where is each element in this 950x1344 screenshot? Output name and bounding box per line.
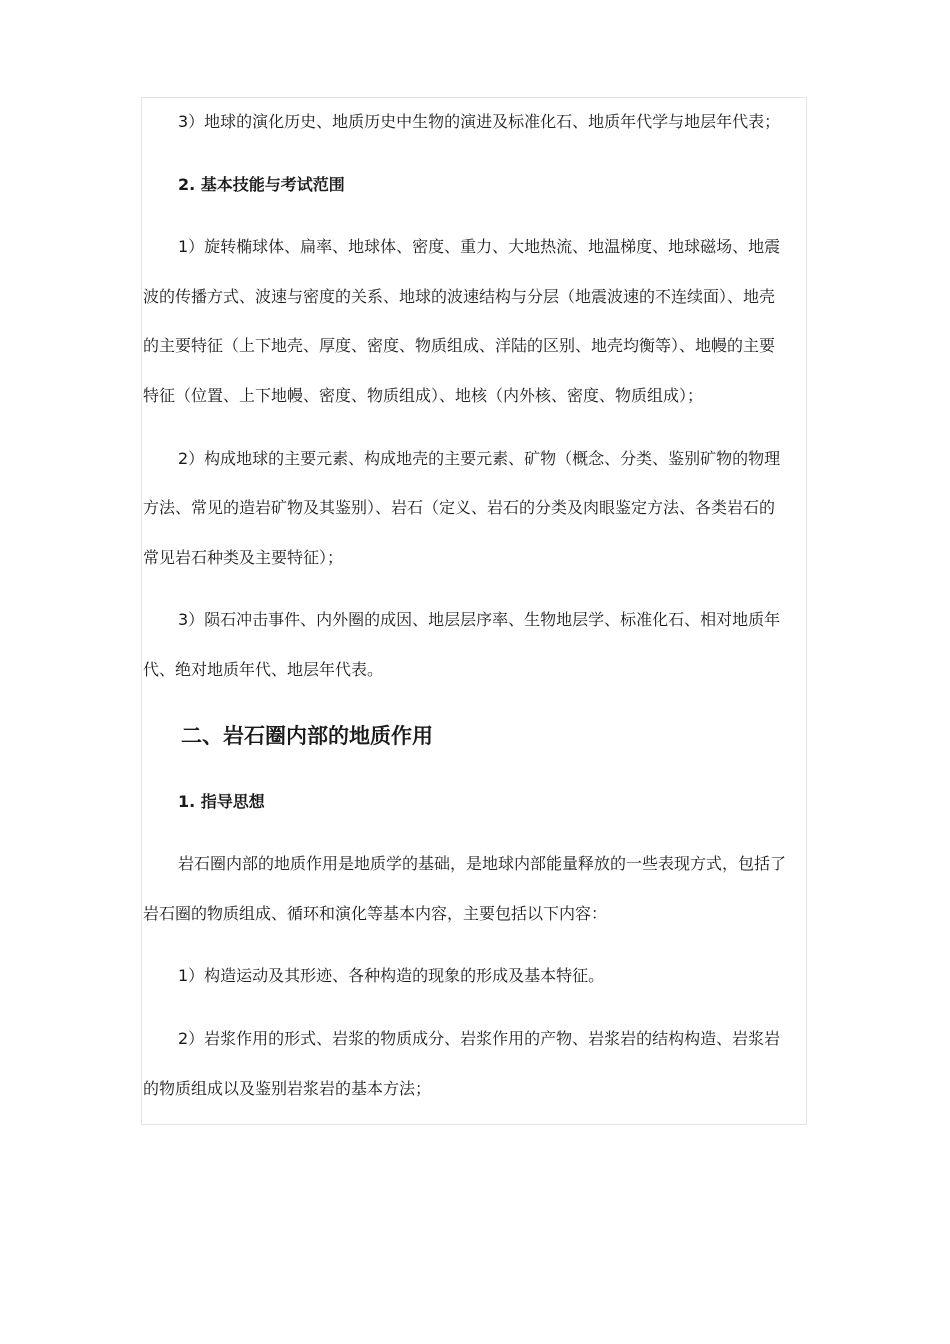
text-line: 1）构造运动及其形迹、各种构造的现象的形成及基本特征。 [178,966,605,986]
text-line: 2）岩浆作用的形式、岩浆的物质成分、岩浆作用的产物、岩浆岩的结构构造、岩浆岩 [178,1028,781,1048]
text-line: 波的传播方式、波速与密度的关系、地球的波速结构与分层（地震波速的不连续面）、地壳 [143,286,776,306]
paragraph-skill-3 [143,595,815,694]
subheading-skills-scope: 2. 基本技能与考试范围 [178,174,345,194]
text-line: 3）陨石冲击事件、内外圈的成因、地层层序率、生物地层学、标准化石、相对地质年 [178,610,781,630]
text-line: 代、绝对地质年代、地层年代表。 [143,659,384,679]
section-title-lithosphere: 二、岩石圈内部的地质作用 [181,723,433,748]
text-line: 岩石圈的物质组成、循环和演化等基本内容，主要包括以下内容： [143,903,608,923]
text-line: 岩石圈内部的地质作用是地质学的基础，是地球内部能量释放的一些表现方式，包括了 [178,854,787,874]
text-line: 方法、常见的造岩矿物及其鉴别）、岩石（定义、岩石的分类及肉眼鉴定方法、各类岩石的 [143,498,776,518]
paragraph-evolution-history [143,97,815,147]
paragraph-tectonics [143,951,815,1001]
text-line: 的物质组成以及鉴别岩浆岩的基本方法； [143,1078,432,1098]
text-line: 的主要特征（上下地壳、厚度、密度、物质组成、洋陆的区别、地壳均衡等）、地幔的主要 [143,336,776,356]
text-line: 2）构成地球的主要元素、构成地壳的主要元素、矿物（概念、分类、鉴别矿物的物理 [178,448,781,468]
text-line: 1）旋转椭球体、扁率、地球体、密度、重力、大地热流、地温梯度、地球磁场、地震 [178,237,781,257]
paragraph-skill-1 [143,222,815,420]
subheading-guiding-idea: 1. 指导思想 [178,791,265,811]
paragraph-guiding [143,839,815,938]
text-line: 3）地球的演化历史、地质历史中生物的演进及标准化石、地质年代学与地层年代表； [178,112,781,131]
paragraph-skill-2 [143,434,815,583]
document-body [143,97,815,1126]
text-line: 常见岩石种类及主要特征）； [143,547,344,567]
paragraph-magmatism [143,1014,815,1113]
text-line: 特征（位置、上下地幔、密度、物质组成）、地核（内外核、密度、物质组成）； [143,385,704,405]
